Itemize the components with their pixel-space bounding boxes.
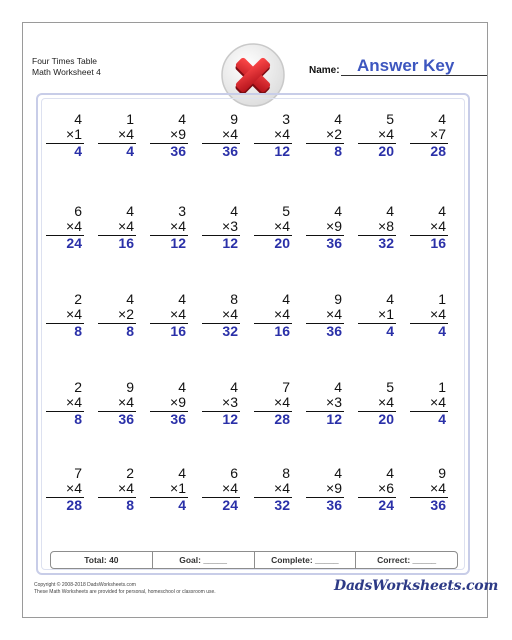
problem-top-number: 2 bbox=[74, 379, 82, 395]
name-label: Name: bbox=[309, 65, 340, 76]
problem bbox=[254, 380, 292, 427]
problem-top-number: 2 bbox=[74, 291, 82, 307]
problem-multiplier: ×3 bbox=[222, 218, 238, 234]
problem-answer: 4 bbox=[126, 143, 134, 159]
problem-answer: 24 bbox=[378, 497, 394, 513]
problem-multiplier: ×4 bbox=[274, 306, 290, 322]
problem-multiplier: ×4 bbox=[222, 126, 238, 142]
problem-answer: 28 bbox=[66, 497, 82, 513]
problem-answer: 20 bbox=[378, 411, 394, 427]
problem-top-number: 4 bbox=[334, 465, 342, 481]
problem-top-number: 3 bbox=[178, 203, 186, 219]
name-field bbox=[309, 56, 487, 78]
problem bbox=[202, 112, 240, 159]
problem-answer: 28 bbox=[274, 411, 290, 427]
problem bbox=[306, 380, 344, 427]
problem-multiplier: ×4 bbox=[66, 480, 82, 496]
problem-answer: 4 bbox=[178, 497, 186, 513]
problem-row bbox=[46, 380, 462, 440]
problem-answer: 36 bbox=[118, 411, 134, 427]
copyright-line-2: These Math Worksheets are provided for personal, homeschool or classroom use. bbox=[34, 589, 216, 595]
problem-row bbox=[46, 466, 462, 526]
problem-top-number: 4 bbox=[74, 111, 82, 127]
problem bbox=[306, 112, 344, 159]
problem bbox=[98, 292, 136, 339]
problem bbox=[410, 466, 448, 513]
problem bbox=[358, 380, 396, 427]
problem-multiplier: ×4 bbox=[274, 394, 290, 410]
problem-multiplier: ×4 bbox=[118, 480, 134, 496]
problem-row bbox=[46, 292, 462, 352]
problem-answer: 8 bbox=[334, 143, 342, 159]
problem bbox=[46, 466, 84, 513]
problem-top-number: 4 bbox=[334, 379, 342, 395]
problem-top-number: 8 bbox=[230, 291, 238, 307]
problem bbox=[410, 112, 448, 159]
copyright bbox=[34, 582, 216, 596]
problem-top-number: 9 bbox=[126, 379, 134, 395]
problem-top-number: 4 bbox=[230, 379, 238, 395]
total-cell: Total: 40 bbox=[51, 552, 153, 568]
problem-top-number: 1 bbox=[126, 111, 134, 127]
problem bbox=[150, 204, 188, 251]
problem-multiplier: ×9 bbox=[326, 218, 342, 234]
problem-top-number: 1 bbox=[438, 379, 446, 395]
problem-multiplier: ×3 bbox=[326, 394, 342, 410]
problem bbox=[306, 292, 344, 339]
problem-multiplier: ×4 bbox=[66, 306, 82, 322]
problem bbox=[254, 204, 292, 251]
problem-top-number: 4 bbox=[126, 291, 134, 307]
problem-multiplier: ×4 bbox=[274, 218, 290, 234]
problem-answer: 36 bbox=[170, 411, 186, 427]
problem-multiplier: ×6 bbox=[378, 480, 394, 496]
problem bbox=[358, 112, 396, 159]
problem bbox=[46, 380, 84, 427]
problem bbox=[254, 292, 292, 339]
problem-answer: 4 bbox=[386, 323, 394, 339]
problem-multiplier: ×4 bbox=[222, 306, 238, 322]
problem-top-number: 4 bbox=[230, 203, 238, 219]
problem bbox=[98, 112, 136, 159]
problem-multiplier: ×4 bbox=[66, 218, 82, 234]
goal-cell: Goal: _____ bbox=[153, 552, 255, 568]
problem bbox=[202, 292, 240, 339]
problem-multiplier: ×4 bbox=[430, 306, 446, 322]
problem-multiplier: ×9 bbox=[170, 126, 186, 142]
problem-top-number: 1 bbox=[438, 291, 446, 307]
problem-multiplier: ×4 bbox=[326, 306, 342, 322]
problem-top-number: 4 bbox=[178, 291, 186, 307]
problem bbox=[202, 380, 240, 427]
problem-multiplier: ×4 bbox=[430, 394, 446, 410]
problem bbox=[410, 204, 448, 251]
problem-top-number: 8 bbox=[282, 465, 290, 481]
problem-answer: 36 bbox=[326, 235, 342, 251]
problem bbox=[254, 112, 292, 159]
problem-answer: 16 bbox=[430, 235, 446, 251]
problem bbox=[254, 466, 292, 513]
problem-multiplier: ×4 bbox=[274, 480, 290, 496]
problem bbox=[358, 466, 396, 513]
score-footer bbox=[50, 551, 458, 569]
answer-key-label: Answer Key bbox=[357, 56, 455, 75]
problem-top-number: 7 bbox=[74, 465, 82, 481]
problem-answer: 8 bbox=[74, 411, 82, 427]
problem-answer: 12 bbox=[274, 143, 290, 159]
problem-answer: 8 bbox=[74, 323, 82, 339]
problem-top-number: 7 bbox=[282, 379, 290, 395]
problem-top-number: 4 bbox=[178, 111, 186, 127]
problem-multiplier: ×1 bbox=[66, 126, 82, 142]
problem bbox=[150, 466, 188, 513]
problem-answer: 32 bbox=[274, 497, 290, 513]
problem-multiplier: ×8 bbox=[378, 218, 394, 234]
problem-answer: 4 bbox=[74, 143, 82, 159]
copyright-line-1: Copyright © 2008-2018 DadsWorksheets.com bbox=[34, 582, 136, 588]
problem bbox=[150, 292, 188, 339]
problem-answer: 36 bbox=[170, 143, 186, 159]
problem-multiplier: ×4 bbox=[170, 306, 186, 322]
problem-multiplier: ×4 bbox=[118, 218, 134, 234]
problem-answer: 12 bbox=[326, 411, 342, 427]
problem-multiplier: ×4 bbox=[118, 126, 134, 142]
problem-answer: 12 bbox=[222, 235, 238, 251]
problem-top-number: 4 bbox=[178, 465, 186, 481]
problem-multiplier: ×4 bbox=[274, 126, 290, 142]
problem-row bbox=[46, 112, 462, 172]
problem-multiplier: ×4 bbox=[378, 126, 394, 142]
problem-multiplier: ×3 bbox=[222, 394, 238, 410]
title-line-1: Four Times Table bbox=[32, 56, 98, 66]
problem-top-number: 5 bbox=[386, 111, 394, 127]
problem bbox=[150, 380, 188, 427]
problem-top-number: 4 bbox=[386, 203, 394, 219]
problem-top-number: 5 bbox=[282, 203, 290, 219]
problem-top-number: 4 bbox=[178, 379, 186, 395]
problem-top-number: 4 bbox=[438, 111, 446, 127]
problem-answer: 16 bbox=[118, 235, 134, 251]
brand-logo: DadsWorksheets.com bbox=[334, 578, 499, 594]
problem-top-number: 2 bbox=[126, 465, 134, 481]
problem-multiplier: ×4 bbox=[378, 394, 394, 410]
problem-top-number: 4 bbox=[126, 203, 134, 219]
problem-multiplier: ×2 bbox=[118, 306, 134, 322]
problem-multiplier: ×7 bbox=[430, 126, 446, 142]
problem bbox=[410, 380, 448, 427]
problem bbox=[202, 466, 240, 513]
problem-answer: 32 bbox=[378, 235, 394, 251]
problem-top-number: 4 bbox=[386, 291, 394, 307]
problem-multiplier: ×4 bbox=[430, 218, 446, 234]
problem-multiplier: ×4 bbox=[430, 480, 446, 496]
title-line-2: Math Worksheet 4 bbox=[32, 67, 101, 77]
problem-top-number: 4 bbox=[334, 203, 342, 219]
problem-top-number: 6 bbox=[230, 465, 238, 481]
problem-answer: 24 bbox=[66, 235, 82, 251]
problem-multiplier: ×1 bbox=[378, 306, 394, 322]
problem bbox=[410, 292, 448, 339]
problem bbox=[46, 292, 84, 339]
problem-answer: 20 bbox=[378, 143, 394, 159]
problem-answer: 4 bbox=[438, 323, 446, 339]
problem-answer: 24 bbox=[222, 497, 238, 513]
problem-answer: 16 bbox=[170, 323, 186, 339]
problem bbox=[46, 112, 84, 159]
problem bbox=[46, 204, 84, 251]
problem-answer: 36 bbox=[222, 143, 238, 159]
problem-top-number: 5 bbox=[386, 379, 394, 395]
problem-multiplier: ×4 bbox=[222, 480, 238, 496]
problem-top-number: 9 bbox=[438, 465, 446, 481]
problem bbox=[98, 380, 136, 427]
problem-row bbox=[46, 204, 462, 264]
problem-answer: 32 bbox=[222, 323, 238, 339]
problem-multiplier: ×2 bbox=[326, 126, 342, 142]
problem-answer: 12 bbox=[170, 235, 186, 251]
problem bbox=[98, 466, 136, 513]
problem-answer: 16 bbox=[274, 323, 290, 339]
problem bbox=[150, 112, 188, 159]
problem-multiplier: ×9 bbox=[326, 480, 342, 496]
problem-top-number: 4 bbox=[334, 111, 342, 127]
problem-answer: 12 bbox=[222, 411, 238, 427]
problem-top-number: 9 bbox=[230, 111, 238, 127]
problem-top-number: 4 bbox=[282, 291, 290, 307]
problem bbox=[202, 204, 240, 251]
problem-answer: 36 bbox=[430, 497, 446, 513]
problem-top-number: 6 bbox=[74, 203, 82, 219]
problem-top-number: 4 bbox=[386, 465, 394, 481]
problem-top-number: 3 bbox=[282, 111, 290, 127]
problem-top-number: 9 bbox=[334, 291, 342, 307]
worksheet-title bbox=[32, 56, 101, 78]
problem-multiplier: ×4 bbox=[118, 394, 134, 410]
problem bbox=[98, 204, 136, 251]
problem-answer: 8 bbox=[126, 497, 134, 513]
problem-multiplier: ×9 bbox=[170, 394, 186, 410]
problem-answer: 28 bbox=[430, 143, 446, 159]
problem-answer: 20 bbox=[274, 235, 290, 251]
problem-multiplier: ×4 bbox=[66, 394, 82, 410]
problem-top-number: 4 bbox=[438, 203, 446, 219]
problem bbox=[358, 292, 396, 339]
correct-cell: Correct: _____ bbox=[377, 555, 437, 565]
problem-answer: 4 bbox=[438, 411, 446, 427]
problem-answer: 36 bbox=[326, 497, 342, 513]
problem bbox=[306, 204, 344, 251]
problem-answer: 8 bbox=[126, 323, 134, 339]
complete-cell: Complete: _____ bbox=[255, 552, 357, 568]
problem-multiplier: ×1 bbox=[170, 480, 186, 496]
problem-multiplier: ×4 bbox=[170, 218, 186, 234]
problem-answer: 36 bbox=[326, 323, 342, 339]
problem bbox=[358, 204, 396, 251]
problem bbox=[306, 466, 344, 513]
